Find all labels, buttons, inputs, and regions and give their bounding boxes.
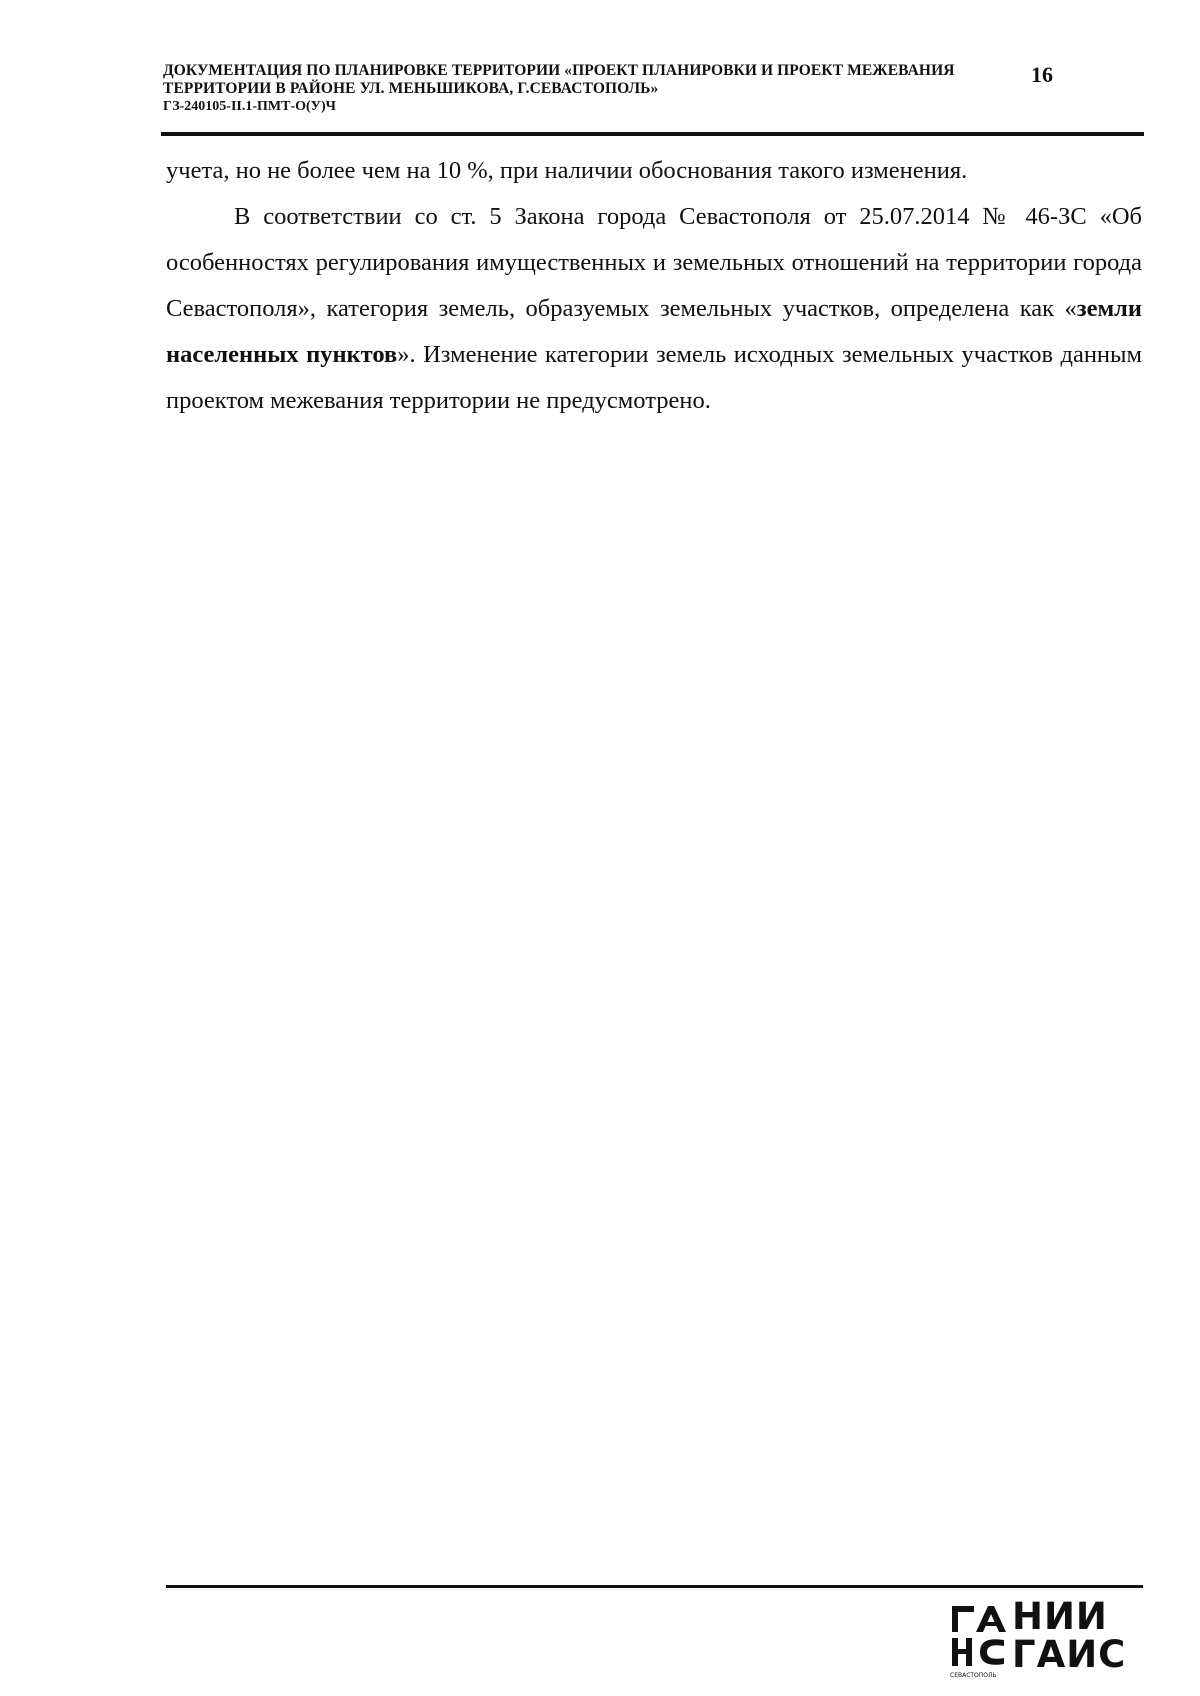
header-divider bbox=[161, 132, 1144, 136]
paragraph-2 bbox=[166, 194, 1142, 424]
header-title-line-2: ТЕРРИТОРИИ В РАЙОНЕ УЛ. МЕНЬШИКОВА, Г.СЕВАСТОПОЛЬ» bbox=[163, 80, 659, 97]
nii-gais-logo bbox=[950, 1595, 1130, 1680]
document-code: ГЗ-240105-II.1-ПМТ-О(У)Ч bbox=[163, 99, 336, 114]
paragraph-1: учета, но не более чем на 10 %, при наличии обоснования такого изменения. bbox=[166, 157, 968, 184]
ga-ns-logo-icon bbox=[950, 1600, 1008, 1672]
logo-wordmark bbox=[1012, 1595, 1127, 1676]
page-number: 16 bbox=[1031, 62, 1053, 87]
logo-city-caption: СЕВАСТОПОЛЬ bbox=[950, 1672, 997, 1679]
paragraph-2-start: В соответствии со ст. 5 Закона города Севастополя от 25.07.2014 № 46-ЗС «Об особенностях регулирования имущественных и земельных отношений на территории города Севастополя», категория земель, образуемых земельных участков, определена как « bbox=[166, 203, 1142, 322]
document-header bbox=[163, 62, 1103, 116]
logo-line-1: НИИ bbox=[1012, 1595, 1108, 1638]
logo-line-2: ГАИС bbox=[1012, 1633, 1127, 1676]
footer-divider bbox=[166, 1585, 1143, 1588]
paragraph-2-bold: земли населенных пунктов bbox=[166, 295, 1142, 368]
paragraph-2-end: ». Изменение категории земель исходных земельных участков данным проектом межевания территории не предусмотрено. bbox=[166, 341, 1142, 414]
document-body bbox=[166, 148, 1142, 424]
header-title-line-1: ДОКУМЕНТАЦИЯ ПО ПЛАНИРОВКЕ ТЕРРИТОРИИ «ПРОЕКТ ПЛАНИРОВКИ И ПРОЕКТ МЕЖЕВАНИЯ bbox=[163, 62, 955, 79]
